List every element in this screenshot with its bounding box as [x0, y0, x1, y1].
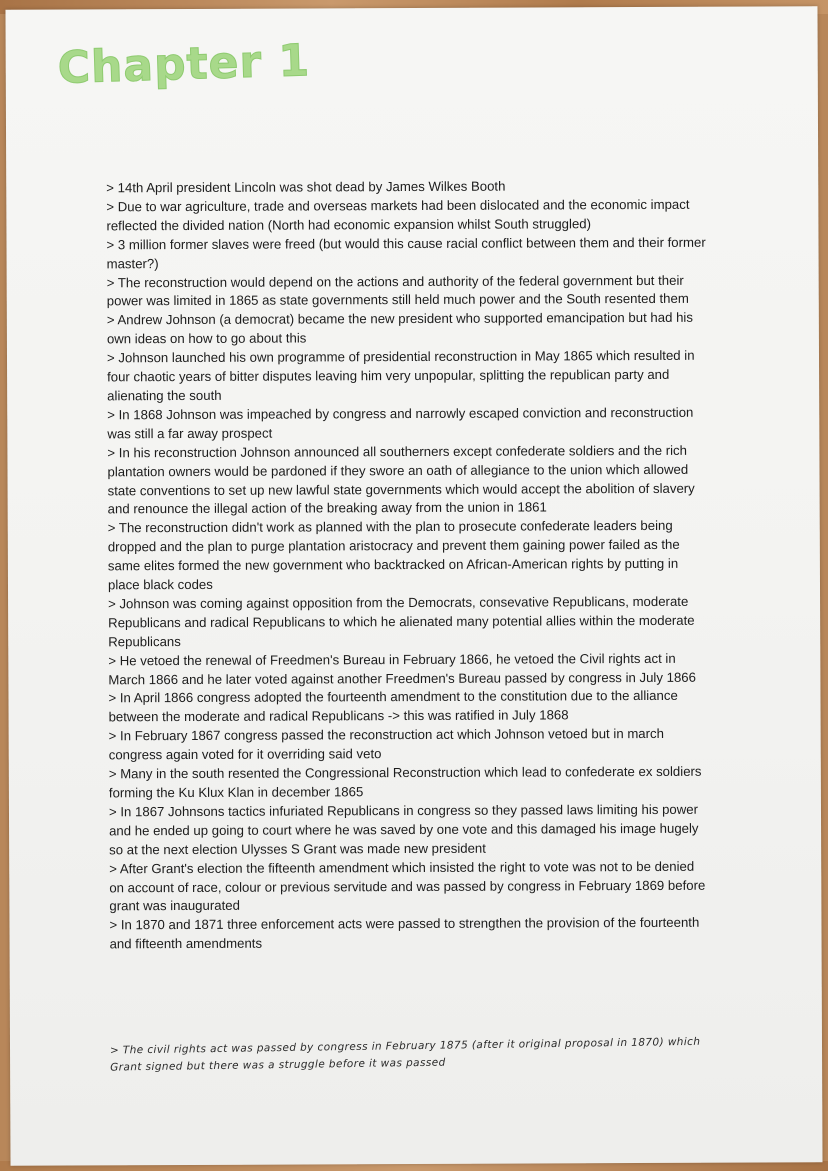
- bullet-item: > Andrew Johnson (a democrat) became the new president who supported emancipation but had his own ideas on how to go about this: [106, 310, 693, 347]
- bullet-item: > Johnson launched his own programme of presidential reconstruction in May 1865 which resulted in four chaotic years of bitter disputes leaving him very unpopular, splitting the republican party and alienating the south: [106, 347, 695, 404]
- bullet-item: > After Grant's election the fifteenth amendment which insisted the right to vote was not to be denied on account of race, colour or previous servitude and was passed by congress in February 1869 before grant was inaugurated: [109, 858, 706, 914]
- bullet-item: > The reconstruction didn't work as planned with the plan to prosecute confederate leaders being dropped and the plan to purge plantation aristocracy and prevent them gaining power failed as the same elites formed the new government who backtracked on African-American rights by putting in place black codes: [107, 518, 680, 593]
- chapter-title: Chapter 1: [57, 35, 311, 94]
- bullet-item: > In 1870 and 1871 three enforcement acts were passed to strengthen the provision of the fourteenth and fifteenth amendments: [109, 915, 700, 952]
- bullet-item: > The reconstruction would depend on the actions and authority of the federal government but their power was limited in 1865 as state governments still held much power and the South resented them: [106, 272, 689, 309]
- bullet-item: > Johnson was coming against opposition from the Democrats, consevative Republicans, moderate Republicans and radical Republicans to which he alienated many potential allies within the moderate Republicans: [108, 593, 695, 650]
- bullet-item: > Many in the south resented the Congressional Reconstruction which lead to confederate ex soldiers forming the Ku Klux Klan in december 1865: [108, 763, 702, 801]
- bullet-list: [106, 177, 709, 955]
- bullet-item: > Due to war agriculture, trade and overseas markets had been dislocated and the economic impact reflected the divided nation (North had economic expansion whilst South struggled): [106, 196, 690, 234]
- bullet-item: > In April 1866 congress adopted the fourteenth amendment to the constitution due to the alliance between the moderate and radical Republicans -> this was ratified in July 1868: [108, 688, 678, 725]
- bullet-item: > In 1867 Johnsons tactics infuriated Republicans in congress so they passed laws limiting his power and he ended up going to court where he was saved by one vote and this damaged his image hugely so at the next election Ulysses S Grant was made new president: [108, 801, 699, 858]
- bullet-item: > In 1868 Johnson was impeached by congress and narrowly escaped conviction and reconstruction was still a far away prospect: [107, 404, 694, 442]
- bullet-item: > In his reconstruction Johnson announced all southerners except confederate soldiers and the rich plantation owners would be pardoned if they swore an oath of allegiance to the union which allowed state conventions to set up new lawful state governments which would accept the abolition of slavery and renounce the illegal action of the breaking away from the union in 1861: [107, 442, 695, 517]
- bullet-item: > 3 million former slaves were freed (but would this cause racial conflict between them and their former master?): [106, 234, 706, 271]
- bullet-item: > 14th April president Lincoln was shot dead by James Wilkes Booth: [106, 178, 506, 196]
- handwritten-note: > The civil rights act was passed by congress in February 1875 (after it original proposal in 1870) which Grant signed but there was a struggle before it was passed: [109, 1035, 701, 1074]
- bullet-item: > In February 1867 congress passed the reconstruction act which Johnson vetoed but in march congress again voted for it overriding said veto: [108, 726, 664, 763]
- bullet-item: > He vetoed the renewal of Freedmen's Bureau in February 1866, he vetoed the Civil rights act in March 1866 and he later voted against another Freedmen's Bureau passed by congress in July 1866: [108, 650, 696, 687]
- notes-page: [5, 6, 822, 1166]
